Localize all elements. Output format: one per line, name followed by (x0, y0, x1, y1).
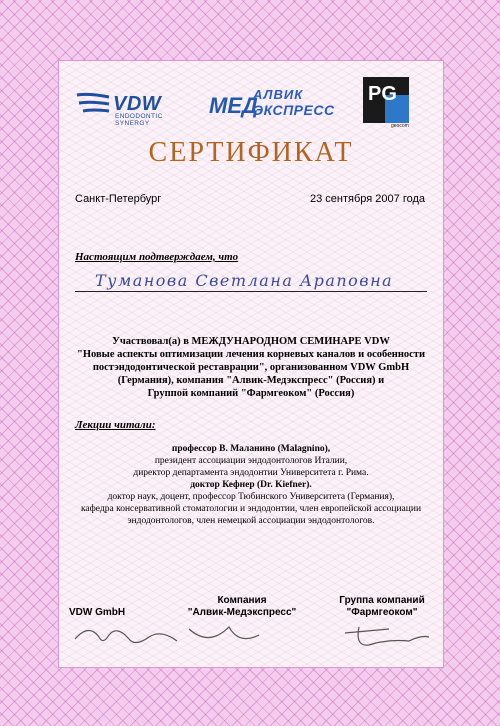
signature-farm-line1: Группа компаний (339, 595, 425, 606)
participation-line: Группой компаний "Фармгеоком" (Россия) (147, 388, 355, 399)
lecturers-label: Лекции читали: (75, 419, 156, 431)
lecturer-1-name: профессор В. Маланино (Malagnino), (171, 444, 331, 454)
lecturers-list (59, 443, 443, 527)
participation-line: "Новые аспекты оптимизации лечения корневых каналов и особенности (76, 349, 425, 360)
signature-farm-line2: "Фармгеоком" (346, 607, 418, 618)
participation-line: Участвовал(а) в МЕЖДУНАРОДНОМ СЕМИНАРЕ VDW (112, 336, 390, 347)
signature-alvik (177, 595, 307, 619)
name-underline (75, 291, 427, 292)
certificate-body (58, 60, 444, 668)
vdw-swoosh-icon (75, 91, 111, 117)
lecturer-2-line: доктор наук, доцент, профессор Тюбинского Университета (Германия), (107, 492, 395, 502)
signature-alvik-line2: "Алвик-Медэкспресс" (187, 607, 297, 618)
lecturer-2-line: кафедра консервативной стоматологии и эндодонтии, член европейской ассоциации (80, 504, 422, 514)
participation-line: (Германия), компания "Алвик-Медэкспресс" (Россия) и (117, 375, 385, 386)
farmgeocom-logo (363, 77, 409, 129)
lecturer-1-line: президент ассоциации эндодонтологов Италии, (154, 456, 348, 466)
handwritten-signatures (69, 617, 433, 657)
alvik-logo-line2: ЭКСПРЕСС (253, 102, 335, 118)
vdw-logo-name: VDW (113, 93, 162, 115)
alvik-logo (209, 83, 335, 119)
city: Санкт-Петербург (75, 193, 162, 205)
lecturer-1-line: директор департамента эндодонтии Университета г. Рима. (133, 468, 369, 478)
farmgeocom-logo-letters: PG (368, 83, 397, 105)
lecturer-2-name: доктор Кефнер (Dr. Kiefner). (190, 480, 312, 490)
lecturer-2-line: эндодонтологов, член немецкой ассоциации эндодонтологов. (127, 516, 375, 526)
signature-farmgeocom (327, 595, 437, 619)
alvik-logo-med: МЕД (209, 93, 258, 118)
signature-alvik-line1: Компания (217, 595, 267, 606)
participation-text (59, 335, 443, 400)
farmgeocom-logo-word: geocom (391, 123, 409, 129)
vdw-logo-sub: ENDODONTIC SYNERGY (115, 113, 163, 127)
certificate-title: СЕРТИФИКАТ (148, 137, 354, 168)
vdw-logo (75, 89, 185, 127)
date: 23 сентября 2007 года (310, 193, 425, 205)
alvik-logo-line1: АЛВИК (253, 87, 304, 102)
participation-line: постэндодонтической реставрации", организованном VDW GmbH (92, 362, 410, 373)
confirm-label: Настоящим подтверждаем, что (75, 251, 239, 263)
signature-vdw: VDW GmbH (69, 607, 126, 618)
participant-name: Туманова Светлана Араповна (95, 271, 394, 290)
